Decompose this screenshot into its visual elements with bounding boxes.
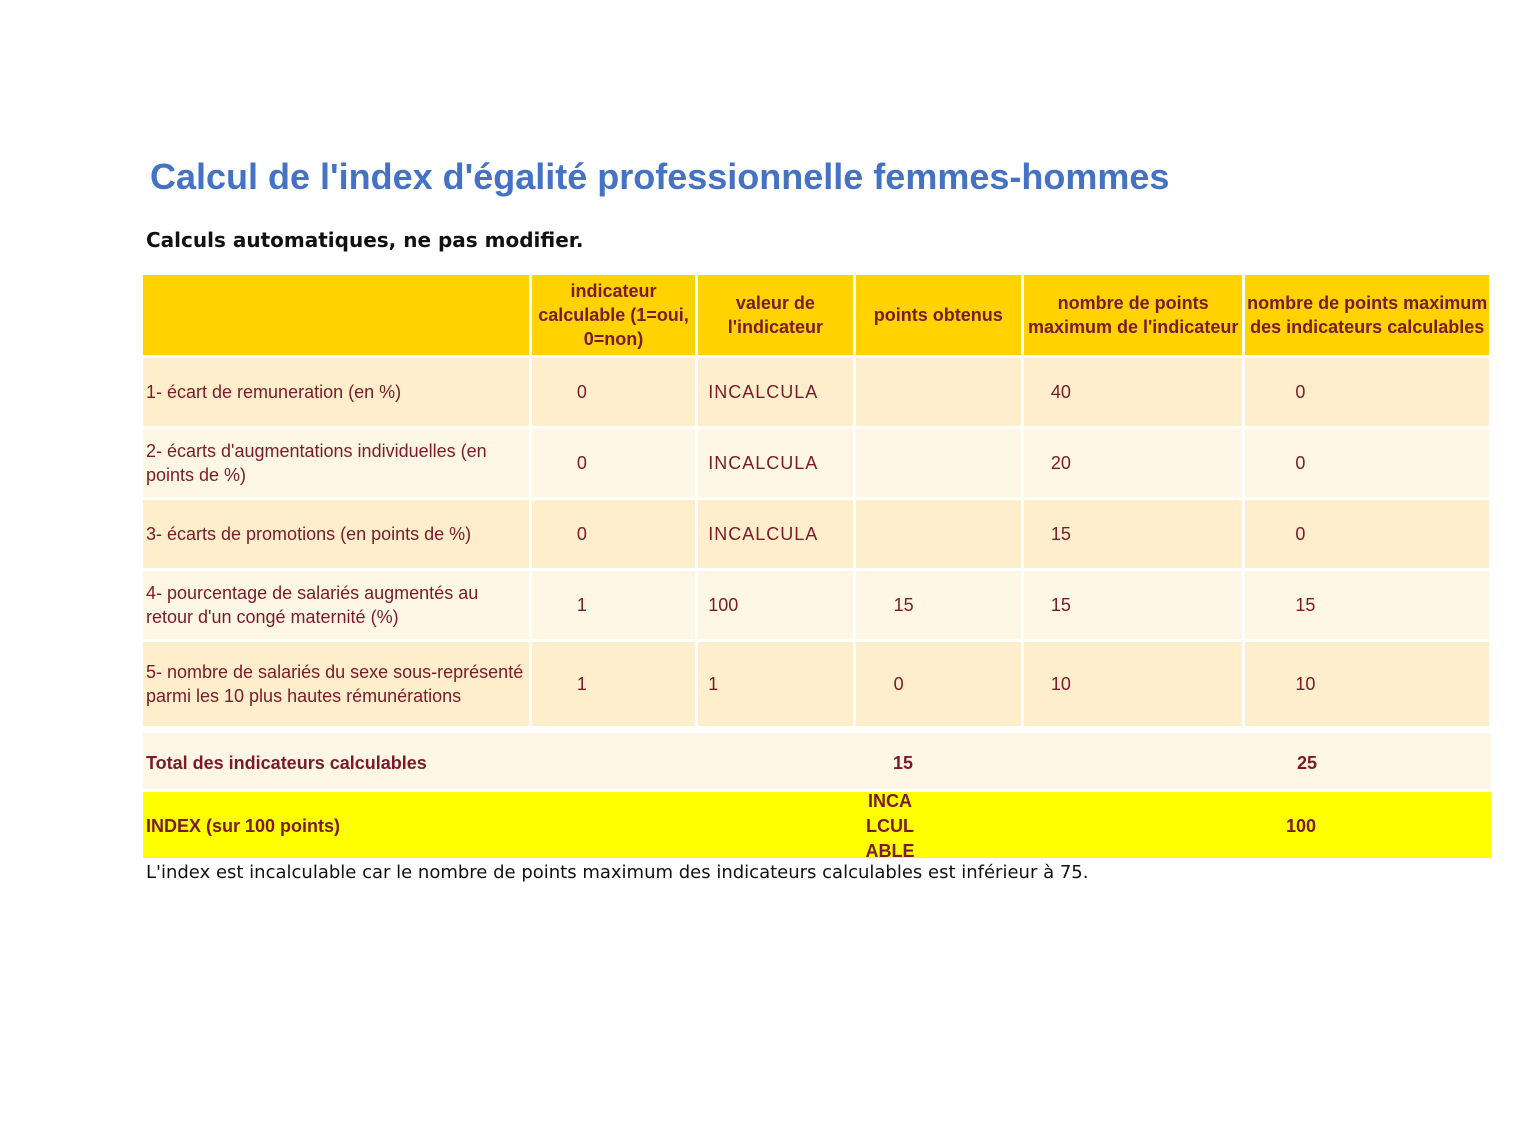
header-cell-label <box>143 275 529 355</box>
table-row <box>143 358 1489 426</box>
table-row <box>143 500 1489 568</box>
table-row <box>143 642 1489 726</box>
table-header-row <box>143 275 1489 355</box>
row-points <box>856 358 1021 426</box>
subtitle: Calculs automatiques, ne pas modifier. <box>146 228 584 252</box>
row-valeur <box>698 500 852 568</box>
header-cell-points: points obtenus <box>856 275 1021 355</box>
row-calculable: 0 <box>532 358 695 426</box>
row-label: 5- nombre de salariés du sexe sous-représenté parmi les 10 plus hautes rémunérations <box>143 642 529 726</box>
table-row <box>143 571 1489 639</box>
total-points: 15 <box>893 753 914 773</box>
page-title: Calcul de l'index d'égalité professionnelle femmes-hommes <box>150 156 1170 197</box>
row-max: 20 <box>1024 429 1242 497</box>
header-cell-calculable: indicateur calculable (1=oui, 0=non) <box>532 275 695 355</box>
row-max: 15 <box>1024 571 1242 639</box>
index-table <box>140 272 1492 729</box>
row-label: 1- écart de remuneration (en %) <box>143 358 529 426</box>
row-max-calculables: 0 <box>1245 429 1489 497</box>
row-valeur: 1 <box>698 642 852 726</box>
row-max: 10 <box>1024 642 1242 726</box>
row-valeur: 100 <box>698 571 852 639</box>
row-valeur-text: INCALCULA <box>708 524 819 544</box>
row-points: 0 <box>856 642 1021 726</box>
row-valeur-text: INCALCULA <box>708 453 819 473</box>
row-max: 15 <box>1024 500 1242 568</box>
header-cell-max-calculables: nombre de points maximum des indicateurs calculables <box>1245 275 1489 355</box>
index-note: L'index est incalculable car le nombre de points maximum des indicateurs calculables est inférieur à 75. <box>146 862 1089 883</box>
index-max: 100 <box>1286 816 1317 836</box>
row-points: 15 <box>856 571 1021 639</box>
row-points <box>856 429 1021 497</box>
row-valeur <box>698 429 852 497</box>
row-valeur-text: INCALCULA <box>708 382 819 402</box>
index-row <box>143 791 1491 861</box>
row-max: 40 <box>1024 358 1242 426</box>
row-max-calculables: 15 <box>1245 571 1489 639</box>
row-points <box>856 500 1021 568</box>
total-row <box>143 733 1491 789</box>
row-calculable: 0 <box>532 500 695 568</box>
row-label: 4- pourcentage de salariés augmentés au retour d'un congé maternité (%) <box>143 571 529 639</box>
row-max-calculables: 10 <box>1245 642 1489 726</box>
header-cell-valeur: valeur de l'indicateur <box>698 275 852 355</box>
total-max-calculables: 25 <box>1297 753 1318 773</box>
index-label: INDEX (sur 100 points) <box>146 816 341 836</box>
row-valeur <box>698 358 852 426</box>
header-cell-max: nombre de points maximum de l'indicateur <box>1024 275 1242 355</box>
row-label: 2- écarts d'augmentations individuelles (en points de %) <box>143 429 529 497</box>
total-label: Total des indicateurs calculables <box>146 753 427 773</box>
row-calculable: 1 <box>532 571 695 639</box>
table-row <box>143 429 1489 497</box>
row-max-calculables: 0 <box>1245 500 1489 568</box>
row-calculable: 1 <box>532 642 695 726</box>
row-max-calculables: 0 <box>1245 358 1489 426</box>
row-calculable: 0 <box>532 429 695 497</box>
index-value: INCALCULABLE <box>865 791 915 861</box>
row-label: 3- écarts de promotions (en points de %) <box>143 500 529 568</box>
